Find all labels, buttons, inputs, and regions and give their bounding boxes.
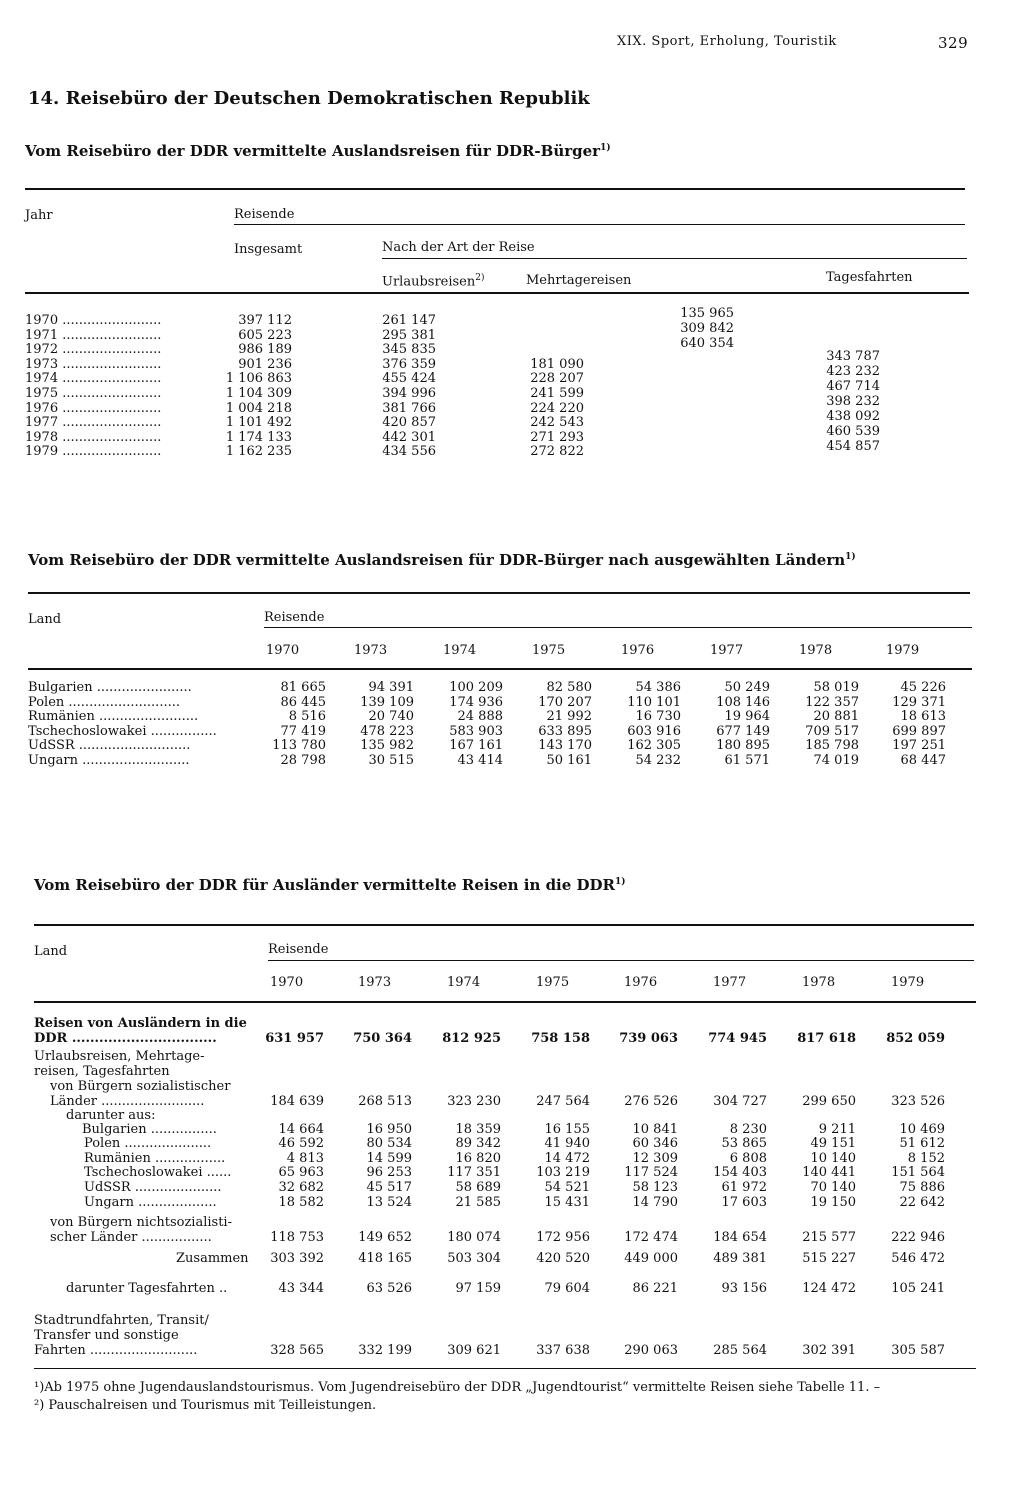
leader-dots: .. <box>214 1281 228 1296</box>
leader-dots: ................. <box>137 1230 212 1245</box>
table3-cell: 16 820 <box>455 1151 501 1166</box>
table3-row-label: Ungarn ................... <box>84 1195 217 1210</box>
table2-cell: 162 305 <box>627 738 681 754</box>
table1-cell-insgesamt: 1 106 863 <box>225 371 292 387</box>
table3-year-header: 1979 <box>891 975 925 990</box>
table3-cell: 305 587 <box>891 1343 945 1358</box>
table2-cell: 197 251 <box>892 738 946 754</box>
table1-col-insgesamt: Insgesamt <box>234 242 303 257</box>
leader-dots: .......................... <box>85 1343 198 1358</box>
table3-row-label: Rumänien ................. <box>84 1151 226 1166</box>
table1-cell-tages: 438 092 <box>826 409 880 424</box>
table1-cell-tages: 343 787 <box>826 349 880 364</box>
table2-cell: 113 780 <box>272 738 326 754</box>
table3-cell: 58 123 <box>632 1180 678 1195</box>
table3-cell: 285 564 <box>713 1343 767 1358</box>
table3-cell: 117 351 <box>447 1165 501 1180</box>
table1-cell-tages: 423 232 <box>826 364 880 379</box>
table3-cell: 449 000 <box>624 1251 678 1266</box>
table1-cell-tages: 135 965 <box>680 306 734 321</box>
running-title: XIX. Sport, Erholung, Touristik <box>617 34 837 49</box>
table3-cell: 140 441 <box>802 1165 856 1180</box>
table2-year-header: 1973 <box>354 643 388 658</box>
table3-cell: 332 199 <box>358 1343 412 1358</box>
table2-year-header: 1976 <box>621 643 655 658</box>
table3-cell: 323 230 <box>447 1094 501 1109</box>
table1-cell-insgesamt: 1 101 492 <box>225 415 292 431</box>
table1-cell-insgesamt: 901 236 <box>238 356 292 372</box>
table3-cell: 63 526 <box>366 1281 412 1296</box>
table2-cell: 478 223 <box>360 723 414 739</box>
table3-cell: 8 152 <box>907 1151 945 1166</box>
table3-row-label: scher Länder ................. <box>50 1230 212 1245</box>
table2-row-label: Polen ........................... <box>28 694 180 710</box>
leader-dots: ................. <box>150 1151 226 1166</box>
table1-cell-tages: 640 354 <box>680 336 734 351</box>
table3-cell: 337 638 <box>536 1343 590 1358</box>
table3-header-rule <box>34 1001 976 1003</box>
table1-cell-insgesamt: 986 189 <box>238 342 292 358</box>
table3-cell: 222 946 <box>891 1230 945 1245</box>
table2-cell: 135 982 <box>360 738 414 754</box>
table3-cell: 49 151 <box>810 1136 856 1151</box>
table2-header-rule <box>28 668 972 670</box>
table3-cell: 93 156 <box>721 1281 767 1296</box>
table1-row-label: 1976 ........................ <box>25 400 162 416</box>
table2-row-label: Ungarn .......................... <box>28 753 190 768</box>
table3-cell: 105 241 <box>891 1281 945 1296</box>
table3-cell: 184 654 <box>713 1230 767 1245</box>
table2-cell: 100 209 <box>449 680 503 695</box>
table3-cell: 41 940 <box>544 1136 590 1151</box>
table1-cell-insgesamt: 1 104 309 <box>225 386 292 401</box>
table2-cell: 50 161 <box>546 753 592 768</box>
table2-top-rule <box>28 592 970 594</box>
table2-cell: 94 391 <box>368 680 414 695</box>
table2-row-label: Bulgarien ....................... <box>28 680 192 695</box>
table2-cell: 20 881 <box>813 709 859 725</box>
table3-row-label: Polen ..................... <box>84 1136 212 1151</box>
table3-cell: 22 642 <box>899 1195 945 1210</box>
table2-cell: 180 895 <box>716 738 770 754</box>
table3-cell: 503 304 <box>447 1251 501 1266</box>
table3-rule-reisende <box>268 960 974 961</box>
table2-cell: 28 798 <box>280 753 326 768</box>
table3-cell: 852 059 <box>886 1031 945 1046</box>
table2-cell: 45 226 <box>900 680 946 695</box>
table1-cell-urlaub: 420 857 <box>382 415 436 431</box>
table3-cell: 86 221 <box>632 1281 678 1296</box>
table1-cell-urlaub: 345 835 <box>382 342 436 358</box>
table3-cell: 323 526 <box>891 1094 945 1109</box>
table3-cell: 154 403 <box>713 1165 767 1180</box>
table1-rule-art <box>382 258 967 259</box>
table3-cell: 10 841 <box>632 1122 678 1137</box>
table3-cell: 172 474 <box>624 1230 678 1245</box>
table2-cell: 21 992 <box>546 709 592 725</box>
table1-row-label: 1978 ........................ <box>25 429 162 445</box>
table1-title: Vom Reisebüro der DDR vermittelte Auslandsreisen für DDR-Bürger$^{1)}$ <box>25 142 611 160</box>
table3-cell: 309 621 <box>447 1343 501 1358</box>
table3-cell: 17 603 <box>721 1195 767 1210</box>
table3-cell: 46 592 <box>278 1136 324 1151</box>
leader-dots: ................................ <box>67 1031 217 1046</box>
table2-year-header: 1979 <box>886 643 920 658</box>
table1-cell-insgesamt: 1 162 235 <box>225 444 292 460</box>
table2-col-reisende: Reisende <box>264 610 325 625</box>
table3-title: Vom Reisebüro der DDR für Ausländer vermittelte Reisen in die DDR$^{1)}$ <box>34 876 626 894</box>
table2-cell: 174 936 <box>449 694 503 710</box>
table2-cell: 77 419 <box>280 723 326 739</box>
table1-cell-mehrtage: 271 293 <box>530 429 584 445</box>
table3-bottom-rule <box>34 1368 976 1369</box>
table3-cell: 45 517 <box>366 1180 412 1195</box>
table3-cell: 18 582 <box>278 1195 324 1210</box>
table3-cell: 103 219 <box>536 1165 590 1180</box>
table2-cell: 61 571 <box>724 753 770 768</box>
table3-cell: 12 309 <box>632 1151 678 1166</box>
table3-row-label: reisen, Tagesfahrten <box>34 1064 170 1079</box>
table3-cell: 812 925 <box>442 1031 501 1046</box>
table2-cell: 54 386 <box>635 680 681 695</box>
table3-cell: 75 886 <box>899 1180 945 1195</box>
table1-cell-tages: 454 857 <box>826 439 880 454</box>
table2-cell: 19 964 <box>724 709 770 725</box>
table1-cell-tages: 460 539 <box>826 424 880 439</box>
table1-cell-mehrtage: 224 220 <box>530 400 584 416</box>
table3-row-label: UdSSR ..................... <box>84 1180 222 1195</box>
table3-cell: 276 526 <box>624 1094 678 1109</box>
table3-row-label: Zusammen <box>176 1251 249 1266</box>
table3-cell: 6 808 <box>729 1151 767 1166</box>
table2-cell: 43 414 <box>457 753 503 768</box>
table3-cell: 9 211 <box>818 1122 856 1137</box>
table1-col-art: Nach der Art der Reise <box>382 240 535 255</box>
table2-cell: 8 516 <box>288 709 326 725</box>
table3-row-label: Urlaubsreisen, Mehrtage- <box>34 1049 205 1064</box>
table1-cell-urlaub: 394 996 <box>382 386 436 401</box>
table3-cell: 546 472 <box>891 1251 945 1266</box>
table1-row-label: 1974 ........................ <box>25 371 162 387</box>
table1-rule-reisende <box>234 224 965 225</box>
table3-year-header: 1970 <box>270 975 304 990</box>
table1-cell-insgesamt: 1 004 218 <box>225 400 292 416</box>
table3-year-header: 1975 <box>536 975 570 990</box>
table3-cell: 80 534 <box>366 1136 412 1151</box>
leader-dots: ................ <box>146 1122 217 1137</box>
table3-cell: 774 945 <box>708 1031 767 1046</box>
table2-cell: 110 101 <box>627 694 681 710</box>
table1-row-label: 1971 ........................ <box>25 327 162 343</box>
table2-cell: 74 019 <box>813 753 859 768</box>
table3-row-label: DDR ................................ <box>34 1031 217 1046</box>
table1-cell-insgesamt: 397 112 <box>238 313 292 328</box>
table3-cell: 15 431 <box>544 1195 590 1210</box>
leader-dots: ......................... <box>97 1094 205 1109</box>
table1-row-label: 1970 ........................ <box>25 313 162 328</box>
table3-row-label: Tschechoslowakei ...... <box>84 1165 232 1180</box>
table3-cell: 758 158 <box>531 1031 590 1046</box>
table1-cell-urlaub: 295 381 <box>382 327 436 343</box>
table2-cell: 24 888 <box>457 709 503 725</box>
table3-year-header: 1976 <box>624 975 658 990</box>
table1-top-rule <box>25 188 965 190</box>
table3-cell: 149 652 <box>358 1230 412 1245</box>
table1-cell-tages: 398 232 <box>826 394 880 409</box>
table2-cell: 583 903 <box>449 723 503 739</box>
table3-cell: 79 604 <box>544 1281 590 1296</box>
leader-dots: ................... <box>134 1195 217 1210</box>
table3-cell: 14 599 <box>366 1151 412 1166</box>
table3-row-label: von Bürgern sozialistischer <box>50 1079 231 1094</box>
table3-cell: 268 513 <box>358 1094 412 1109</box>
table3-cell: 89 342 <box>455 1136 501 1151</box>
table1-cell-mehrtage: 241 599 <box>530 386 584 401</box>
table3-year-header: 1978 <box>802 975 836 990</box>
table3-cell: 515 227 <box>802 1251 856 1266</box>
table3-cell: 10 140 <box>810 1151 856 1166</box>
table2-cell: 699 897 <box>892 723 946 739</box>
table2-cell: 16 730 <box>635 709 681 725</box>
table3-cell: 61 972 <box>721 1180 767 1195</box>
table3-row-label: Fahrten .......................... <box>34 1343 198 1358</box>
table2-cell: 677 149 <box>716 723 770 739</box>
table2-year-header: 1975 <box>532 643 566 658</box>
table3-cell: 21 585 <box>455 1195 501 1210</box>
table3-cell: 43 344 <box>278 1281 324 1296</box>
table1-cell-mehrtage: 228 207 <box>530 371 584 387</box>
table2-cell: 86 445 <box>280 694 326 710</box>
table1-cell-mehrtage: 181 090 <box>530 356 584 372</box>
table1-col-mehrtage: Mehrtagereisen <box>526 273 632 288</box>
table3-cell: 418 165 <box>358 1251 412 1266</box>
table3-cell: 420 520 <box>536 1251 590 1266</box>
table3-cell: 631 957 <box>265 1031 324 1046</box>
table1-row-label: 1979 ........................ <box>25 444 162 460</box>
table2-cell: 709 517 <box>805 723 859 739</box>
table3-cell: 117 524 <box>624 1165 678 1180</box>
table1-col-urlaub: Urlaubsreisen$^{2)}$ <box>382 273 485 290</box>
table3-cell: 16 155 <box>544 1122 590 1137</box>
table2-cell: 82 580 <box>546 680 592 695</box>
table2-year-header: 1977 <box>710 643 744 658</box>
table3-cell: 70 140 <box>810 1180 856 1195</box>
table1-cell-insgesamt: 605 223 <box>238 327 292 343</box>
table3-cell: 750 364 <box>353 1031 412 1046</box>
table3-cell: 739 063 <box>619 1031 678 1046</box>
table3-cell: 16 950 <box>366 1122 412 1137</box>
table2-row-label: Tschechoslowakei ................ <box>28 723 217 739</box>
table3-cell: 303 392 <box>270 1251 324 1266</box>
table2-cell: 633 895 <box>538 723 592 739</box>
table3-cell: 304 727 <box>713 1094 767 1109</box>
table3-cell: 184 639 <box>270 1094 324 1109</box>
table3-year-header: 1974 <box>447 975 481 990</box>
leader-dots: ...... <box>202 1165 232 1180</box>
table3-cell: 328 565 <box>270 1343 324 1358</box>
table3-cell: 118 753 <box>270 1230 324 1245</box>
table3-cell: 54 521 <box>544 1180 590 1195</box>
table3-cell: 4 813 <box>286 1151 324 1166</box>
table3-cell: 489 381 <box>713 1251 767 1266</box>
table3-row-label: darunter Tagesfahrten .. <box>66 1281 228 1296</box>
table3-cell: 32 682 <box>278 1180 324 1195</box>
table1-row-label: 1972 ........................ <box>25 342 162 358</box>
table3-row-label: darunter aus: <box>66 1108 156 1123</box>
table3-row-label: Stadtrundfahrten, Transit/ <box>34 1313 209 1328</box>
table3-cell: 215 577 <box>802 1230 856 1245</box>
table1-col-jahr: Jahr <box>25 208 53 223</box>
table2-col-land: Land <box>28 612 62 627</box>
table2-cell: 68 447 <box>900 753 946 768</box>
page-number: 329 <box>938 34 969 52</box>
table1-row-label: 1975 ........................ <box>25 386 162 401</box>
table2-cell: 167 161 <box>449 738 503 754</box>
table1-cell-mehrtage: 272 822 <box>530 444 584 460</box>
table2-year-header: 1970 <box>266 643 300 658</box>
table3-cell: 180 074 <box>447 1230 501 1245</box>
table3-row-label: Reisen von Ausländern in die <box>34 1016 247 1031</box>
table3-year-header: 1977 <box>713 975 747 990</box>
table2-cell: 18 613 <box>900 709 946 725</box>
table2-cell: 54 232 <box>635 753 681 768</box>
table3-cell: 151 564 <box>891 1165 945 1180</box>
table2-cell: 139 109 <box>360 694 414 710</box>
table1-cell-mehrtage: 242 543 <box>530 415 584 431</box>
section-title: 14. Reisebüro der Deutschen Demokratischen Republik <box>28 88 590 109</box>
table3-cell: 19 150 <box>810 1195 856 1210</box>
table2-cell: 129 371 <box>892 694 946 710</box>
table2-title: Vom Reisebüro der DDR vermittelte Auslandsreisen für DDR-Bürger nach ausgewählten Ländern$^{1)}$ <box>28 551 856 569</box>
table1-cell-urlaub: 442 301 <box>382 429 436 445</box>
table1-row-label: 1973 ........................ <box>25 356 162 372</box>
table1-cell-urlaub: 455 424 <box>382 371 436 387</box>
table1-col-tages: Tagesfahrten <box>826 270 913 285</box>
table2-cell: 58 019 <box>813 680 859 695</box>
table3-row-label: Länder ......................... <box>50 1094 205 1109</box>
table3-cell: 53 865 <box>721 1136 767 1151</box>
table3-cell: 172 956 <box>536 1230 590 1245</box>
table3-cell: 96 253 <box>366 1165 412 1180</box>
table2-cell: 81 665 <box>280 680 326 695</box>
table2-rule-reisende <box>264 627 972 628</box>
table2-row-label: Rumänien ........................ <box>28 709 199 725</box>
table1-col-reisende: Reisende <box>234 207 295 222</box>
table1-cell-tages: 467 714 <box>826 379 880 394</box>
table2-cell: 170 207 <box>538 694 592 710</box>
table3-cell: 65 963 <box>278 1165 324 1180</box>
table1-cell-urlaub: 261 147 <box>382 313 436 328</box>
table3-cell: 299 650 <box>802 1094 856 1109</box>
table2-cell: 50 249 <box>724 680 770 695</box>
footnote-1: ¹)Ab 1975 ohne Jugendauslandstourismus. Vom Jugendreisebüro der DDR „Jugendtourist“ vermittelte Reisen siehe Tabelle 11. – <box>34 1380 881 1395</box>
table3-cell: 13 524 <box>366 1195 412 1210</box>
table3-top-rule <box>34 924 974 926</box>
table2-cell: 122 357 <box>805 694 859 710</box>
table3-cell: 51 612 <box>899 1136 945 1151</box>
table3-cell: 97 159 <box>455 1281 501 1296</box>
table3-cell: 124 472 <box>802 1281 856 1296</box>
table2-cell: 603 916 <box>627 723 681 739</box>
table3-cell: 18 359 <box>455 1122 501 1137</box>
table3-cell: 817 618 <box>797 1031 856 1046</box>
table2-cell: 20 740 <box>368 709 414 725</box>
table2-year-header: 1978 <box>799 643 833 658</box>
footnote-2: ²) Pauschalreisen und Tourismus mit Teilleistungen. <box>34 1398 377 1413</box>
table3-cell: 58 689 <box>455 1180 501 1195</box>
table3-cell: 8 230 <box>729 1122 767 1137</box>
table1-cell-urlaub: 376 359 <box>382 356 436 372</box>
table3-cell: 14 472 <box>544 1151 590 1166</box>
leader-dots: ..................... <box>120 1136 212 1151</box>
table3-cell: 10 469 <box>899 1122 945 1137</box>
leader-dots: ..................... <box>130 1180 222 1195</box>
table1-cell-insgesamt: 1 174 133 <box>225 429 292 445</box>
table3-cell: 290 063 <box>624 1343 678 1358</box>
table2-cell: 143 170 <box>538 738 592 754</box>
table2-cell: 30 515 <box>368 753 414 768</box>
table3-row-label: Transfer und sonstige <box>34 1328 179 1343</box>
table3-cell: 14 790 <box>632 1195 678 1210</box>
table1-header-rule <box>25 292 969 294</box>
table1-cell-urlaub: 434 556 <box>382 444 436 460</box>
table3-col-land: Land <box>34 944 68 959</box>
table3-year-header: 1973 <box>358 975 392 990</box>
table2-cell: 108 146 <box>716 694 770 710</box>
table3-cell: 247 564 <box>536 1094 590 1109</box>
table3-col-reisende: Reisende <box>268 942 329 957</box>
table3-cell: 60 346 <box>632 1136 678 1151</box>
table3-row-label: Bulgarien ................ <box>82 1122 217 1137</box>
table2-year-header: 1974 <box>443 643 477 658</box>
table3-cell: 14 664 <box>278 1122 324 1137</box>
table1-cell-urlaub: 381 766 <box>382 400 436 416</box>
table1-row-label: 1977 ........................ <box>25 415 162 431</box>
table1-cell-tages: 309 842 <box>680 321 734 336</box>
table3-cell: 302 391 <box>802 1343 856 1358</box>
table3-row-label: von Bürgern nichtsozialisti- <box>50 1215 232 1230</box>
table2-cell: 185 798 <box>805 738 859 754</box>
table2-row-label: UdSSR ........................... <box>28 738 191 754</box>
